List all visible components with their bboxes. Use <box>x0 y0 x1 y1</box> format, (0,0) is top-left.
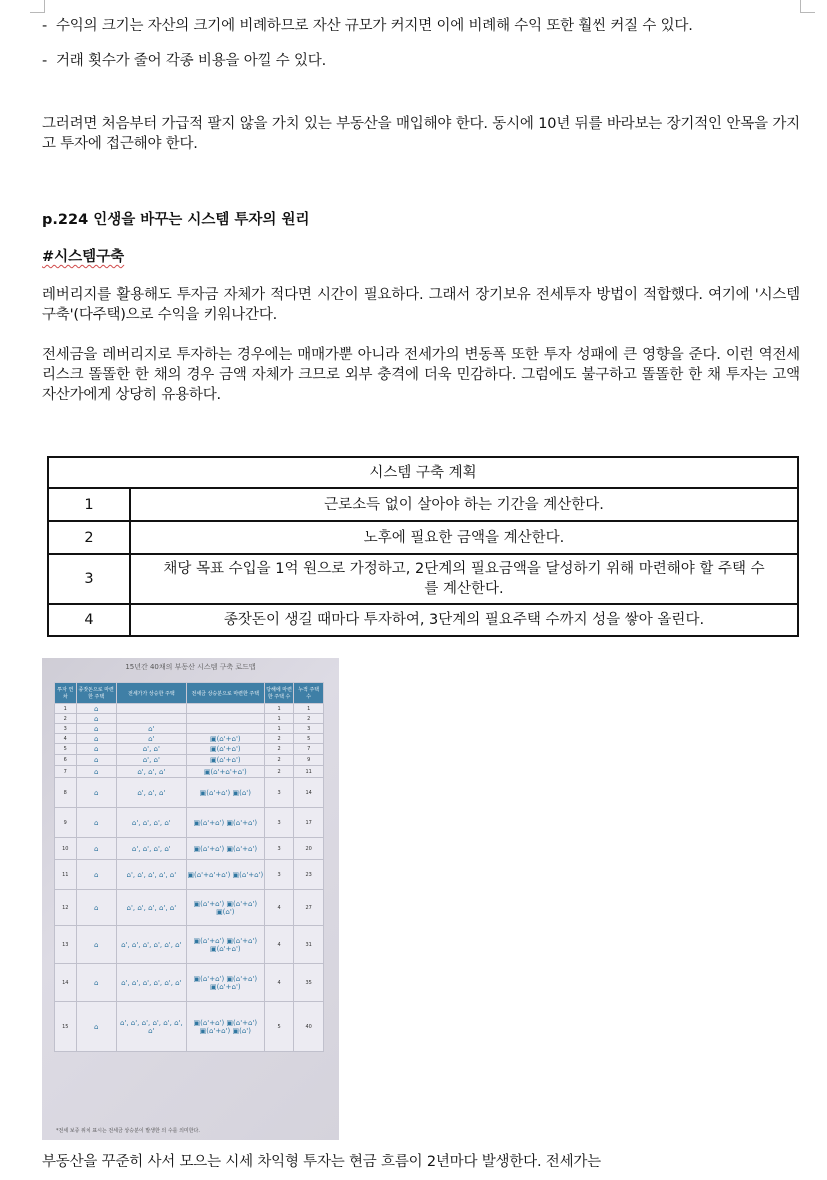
bullet-list <box>42 16 800 71</box>
bullet-item: - 거래 횟수가 줄어 각종 비용을 아낄 수 있다. <box>42 53 326 69</box>
step-number: 1 <box>48 488 130 521</box>
photo-seed-house-cell: ⌂ <box>76 860 116 890</box>
photo-leverage-house-cell: ▣(⌂'+⌂') ▣(⌂') <box>186 778 264 808</box>
photo-year-cell: 15 <box>55 1002 77 1052</box>
photo-leverage-house-cell: ▣(⌂'+⌂') ▣(⌂'+⌂') ▣(⌂'+⌂') <box>186 964 264 1002</box>
photo-rise-house-cell: ⌂' <box>116 724 186 734</box>
book-page-photo <box>42 658 339 1140</box>
photo-total-count-cell: 9 <box>294 755 324 766</box>
photo-new-count-cell: 4 <box>264 890 294 926</box>
photo-rise-house-cell: ⌂', ⌂', ⌂', ⌂' <box>116 808 186 838</box>
photo-leverage-house-cell: ▣(⌂'+⌂') ▣(⌂'+⌂') <box>186 838 264 860</box>
photo-table-row <box>55 766 324 778</box>
photo-new-count-cell: 2 <box>264 766 294 778</box>
photo-leverage-house-cell <box>186 724 264 734</box>
photo-table-row <box>55 964 324 1002</box>
photo-year-cell: 11 <box>55 860 77 890</box>
photo-year-cell: 12 <box>55 890 77 926</box>
photo-total-count-cell: 17 <box>294 808 324 838</box>
photo-leverage-house-cell: ▣(⌂'+⌂'+⌂') ▣(⌂'+⌂') <box>186 860 264 890</box>
section-hashtag: #시스템구축 <box>42 249 125 265</box>
photo-new-count-cell: 3 <box>264 838 294 860</box>
photo-total-count-cell: 40 <box>294 1002 324 1052</box>
photo-seed-house-cell: ⌂ <box>76 755 116 766</box>
photo-rise-house-cell: ⌂', ⌂', ⌂', ⌂', ⌂', ⌂', ⌂' <box>116 1002 186 1052</box>
photo-roadmap-table <box>54 682 324 1052</box>
photo-year-cell: 3 <box>55 724 77 734</box>
photo-leverage-house-cell: ▣(⌂'+⌂') ▣(⌂'+⌂') ▣(⌂') <box>186 890 264 926</box>
photo-seed-house-cell: ⌂ <box>76 964 116 1002</box>
photo-new-count-cell: 3 <box>264 778 294 808</box>
photo-total-count-cell: 1 <box>294 704 324 714</box>
photo-leverage-house-cell: ▣(⌂'+⌂') ▣(⌂'+⌂') <box>186 808 264 838</box>
photo-total-count-cell: 2 <box>294 714 324 724</box>
step-number: 2 <box>48 521 130 554</box>
photo-rise-house-cell: ⌂', ⌂', ⌂', ⌂', ⌂', ⌂' <box>116 964 186 1002</box>
photo-seed-house-cell: ⌂ <box>76 744 116 755</box>
photo-table-row <box>55 1002 324 1052</box>
photo-new-count-cell: 3 <box>264 808 294 838</box>
photo-table-row <box>55 724 324 734</box>
photo-leverage-house-cell <box>186 714 264 724</box>
photo-total-count-cell: 23 <box>294 860 324 890</box>
photo-year-cell: 10 <box>55 838 77 860</box>
system-plan-table <box>47 456 799 637</box>
photo-footnote: *전세 보증 위치 표시는 전세금 상승분이 발생한 의 수를 의미한다. <box>56 1128 200 1134</box>
photo-year-cell: 7 <box>55 766 77 778</box>
photo-new-count-cell: 1 <box>264 714 294 724</box>
photo-seed-house-cell: ⌂ <box>76 724 116 734</box>
photo-year-cell: 8 <box>55 778 77 808</box>
photo-leverage-house-cell: ▣(⌂'+⌂'+⌂') <box>186 766 264 778</box>
table-row <box>48 521 798 554</box>
photo-table-row <box>55 808 324 838</box>
photo-new-count-cell: 4 <box>264 926 294 964</box>
photo-leverage-house-cell: ▣(⌂'+⌂') ▣(⌂'+⌂') ▣(⌂'+⌂') <box>186 926 264 964</box>
photo-leverage-house-cell: ▣(⌂'+⌂') <box>186 744 264 755</box>
photo-rise-house-cell: ⌂' <box>116 734 186 744</box>
photo-header-cell: 당해에 마련한 주택 수 <box>264 683 294 704</box>
photo-total-count-cell: 7 <box>294 744 324 755</box>
step-text: 노후에 필요한 금액을 계산한다. <box>130 521 798 554</box>
photo-rise-house-cell <box>116 714 186 724</box>
photo-seed-house-cell: ⌂ <box>76 766 116 778</box>
photo-rise-house-cell: ⌂', ⌂', ⌂' <box>116 778 186 808</box>
photo-table-body <box>55 704 324 1052</box>
table-row <box>48 488 798 521</box>
step-text: 채당 목표 수입을 1억 원으로 가정하고, 2단계의 필요금액을 달성하기 위해 마련해야 할 주택 수를 계산한다. <box>130 554 798 604</box>
photo-leverage-house-cell: ▣(⌂'+⌂') <box>186 734 264 744</box>
photo-year-cell: 6 <box>55 755 77 766</box>
intro-paragraph: 그러려면 처음부터 가급적 팔지 않을 가치 있는 부동산을 매입해야 한다. 동시에 10년 뒤를 바라보는 장기적인 안목을 가지고 투자에 접근해야 한다. <box>42 116 800 152</box>
photo-table-row <box>55 860 324 890</box>
photo-header-row <box>55 683 324 704</box>
photo-table-row <box>55 755 324 766</box>
step-text: 근로소득 없이 살아야 하는 기간을 계산한다. <box>130 488 798 521</box>
photo-leverage-house-cell: ▣(⌂'+⌂') <box>186 755 264 766</box>
photo-table-row <box>55 890 324 926</box>
page-corner-mark-left <box>30 0 45 13</box>
bullet-item: - 수익의 크기는 자산의 크기에 비례하므로 자산 규모가 커지면 이에 비례해 수익 또한 훨씬 커질 수 있다. <box>42 18 693 34</box>
section-title: p.224 인생을 바꾸는 시스템 투자의 원리 <box>42 212 310 228</box>
photo-seed-house-cell: ⌂ <box>76 1002 116 1052</box>
photo-header-cell: 투자 연차 <box>55 683 77 704</box>
photo-rise-house-cell <box>116 704 186 714</box>
table-title: 시스템 구축 계획 <box>48 457 798 488</box>
photo-seed-house-cell: ⌂ <box>76 734 116 744</box>
photo-rise-house-cell: ⌂', ⌂', ⌂', ⌂' <box>116 838 186 860</box>
photo-seed-house-cell: ⌂ <box>76 714 116 724</box>
photo-seed-house-cell: ⌂ <box>76 926 116 964</box>
photo-year-cell: 9 <box>55 808 77 838</box>
photo-table-row <box>55 838 324 860</box>
photo-year-cell: 1 <box>55 704 77 714</box>
step-number: 4 <box>48 604 130 636</box>
photo-table-row <box>55 778 324 808</box>
photo-new-count-cell: 2 <box>264 744 294 755</box>
photo-new-count-cell: 5 <box>264 1002 294 1052</box>
table-row <box>48 554 798 604</box>
photo-seed-house-cell: ⌂ <box>76 890 116 926</box>
photo-rise-house-cell: ⌂', ⌂', ⌂', ⌂', ⌂' <box>116 890 186 926</box>
photo-seed-house-cell: ⌂ <box>76 704 116 714</box>
photo-year-cell: 5 <box>55 744 77 755</box>
photo-year-cell: 2 <box>55 714 77 724</box>
photo-leverage-house-cell <box>186 704 264 714</box>
closing-paragraph: 부동산을 꾸준히 사서 모으는 시세 차익형 투자는 현금 흐름이 2년마다 발생한다. 전세가는 <box>42 1154 601 1170</box>
table-row <box>48 604 798 636</box>
photo-rise-house-cell: ⌂', ⌂' <box>116 755 186 766</box>
photo-year-cell: 4 <box>55 734 77 744</box>
step-number: 3 <box>48 554 130 604</box>
photo-leverage-house-cell: ▣(⌂'+⌂') ▣(⌂'+⌂') ▣(⌂'+⌂') ▣(⌂') <box>186 1002 264 1052</box>
section-paragraph-1: 레버리지를 활용해도 투자금 자체가 적다면 시간이 필요하다. 그래서 장기보유 전세투자 방법이 적합했다. 여기에 '시스템 구축'(다주택)으로 수익을 키워나간다. <box>42 287 800 323</box>
photo-year-cell: 14 <box>55 964 77 1002</box>
photo-table-row <box>55 704 324 714</box>
photo-new-count-cell: 1 <box>264 704 294 714</box>
photo-new-count-cell: 4 <box>264 964 294 1002</box>
photo-total-count-cell: 35 <box>294 964 324 1002</box>
photo-seed-house-cell: ⌂ <box>76 778 116 808</box>
photo-total-count-cell: 11 <box>294 766 324 778</box>
photo-rise-house-cell: ⌂', ⌂', ⌂', ⌂', ⌂' <box>116 860 186 890</box>
page-corner-mark-right <box>800 0 815 13</box>
photo-header-cell: 누적 주택 수 <box>294 683 324 704</box>
photo-table-row <box>55 744 324 755</box>
photo-total-count-cell: 31 <box>294 926 324 964</box>
photo-seed-house-cell: ⌂ <box>76 808 116 838</box>
photo-rise-house-cell: ⌂', ⌂', ⌂' <box>116 766 186 778</box>
photo-new-count-cell: 3 <box>264 860 294 890</box>
photo-new-count-cell: 2 <box>264 755 294 766</box>
photo-header-cell: 종잣돈으로 마련한 주택 <box>76 683 116 704</box>
photo-caption: 15년간 40채의 부동산 시스템 구축 로드맵 <box>125 663 256 671</box>
step-text: 종잣돈이 생길 때마다 투자하여, 3단계의 필요주택 수까지 성을 쌓아 올린다. <box>130 604 798 636</box>
photo-year-cell: 13 <box>55 926 77 964</box>
photo-rise-house-cell: ⌂', ⌂' <box>116 744 186 755</box>
photo-total-count-cell: 14 <box>294 778 324 808</box>
photo-table-row <box>55 714 324 724</box>
photo-seed-house-cell: ⌂ <box>76 838 116 860</box>
photo-header-cell: 전세금 상승분으로 마련한 주택 <box>186 683 264 704</box>
photo-total-count-cell: 27 <box>294 890 324 926</box>
photo-rise-house-cell: ⌂', ⌂', ⌂', ⌂', ⌂', ⌂' <box>116 926 186 964</box>
photo-table-row <box>55 734 324 744</box>
photo-total-count-cell: 3 <box>294 724 324 734</box>
table-header-row <box>48 457 798 488</box>
photo-new-count-cell: 2 <box>264 734 294 744</box>
section-paragraph-2: 전세금을 레버리지로 투자하는 경우에는 매매가뿐 아니라 전세가의 변동폭 또한 투자 성패에 큰 영향을 준다. 이런 역전세 리스크 똘똘한 한 채의 경우 금액 자체가 크므로 외부 충격에 더욱 민감하다. 그럼에도 불구하고 똘똘한 한 채 투자는 고액 자산가에게 상당히 유용하다. <box>42 347 800 403</box>
photo-total-count-cell: 5 <box>294 734 324 744</box>
photo-total-count-cell: 20 <box>294 838 324 860</box>
photo-new-count-cell: 1 <box>264 724 294 734</box>
photo-table-row <box>55 926 324 964</box>
photo-header-cell: 전세가가 상승한 주택 <box>116 683 186 704</box>
